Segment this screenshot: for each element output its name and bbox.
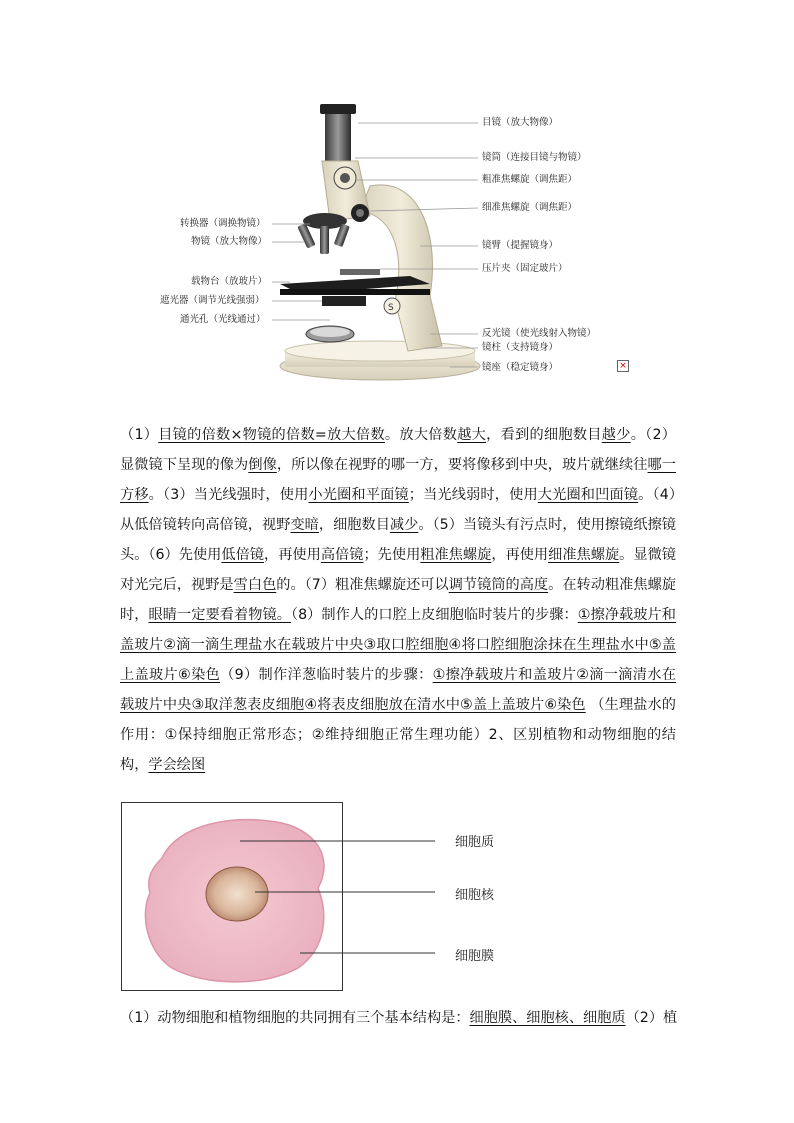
label-cell-membrane: 细胞膜 (455, 949, 495, 964)
label-eyepiece: 目镜（放大物像） (482, 117, 559, 128)
notes-paragraph: （1）目镜的倍数×物镜的倍数=放大倍数。放大倍数越大，看到的细胞数目越少。（2）显微镜下呈现的像为倒像，所以像在视野的哪一方，要将像移到中央，玻片就继续往哪一方移。（3）当光线强时，使用小光圈和平面镜；当光线弱时，使用大光圈和凹面镜。（4）从低倍镜转向高倍镜，视野变暗，细胞数目减少。（5）当镜头有污点时，使用擦镜纸擦镜头。（6）先使用低倍镜，再使用高倍镜；先使用粗准焦螺旋，再使用细准焦螺旋。显微镜对光完后，视野是雪白色的。（7）粗准焦螺旋还可以调节镜筒的高度。在转动粗准焦螺旋时，眼睛一定要看着物镜。（8）制作人的口腔上皮细胞临时装片的步骤：①擦净载玻片和盖玻片②滴一滴生理盐水在载玻片中央③取口腔细胞④将口腔细胞涂抹在生理盐水中⑤盖上盖玻片⑥染色（9）制作洋葱临时装片的步骤：①擦净载玻片和盖玻片②滴一滴清水在载玻片中央③取洋葱表皮细胞④将表皮细胞放在清水中⑤盖上盖玻片⑥染色 （生理盐水的作用：①保持细胞正常形态；②维持细胞正常生理功能）2、区别植物和动物细胞的结构，学会绘图 (120, 427, 676, 773)
label-mirror: 反光镜（使光线射入物镜） (482, 328, 597, 339)
label-objective: 物镜（放大物像） (191, 236, 268, 247)
label-cytoplasm: 细胞质 (455, 835, 495, 850)
label-tube: 镜筒（连接目镜与物镜） (482, 152, 587, 163)
label-coarse-focus: 粗准焦螺旋（调焦距） (482, 174, 578, 185)
label-diaphragm: 遮光器（调节光线强弱） (160, 295, 265, 306)
notes-paragraph-2: （1）动物细胞和植物细胞的共同拥有三个基本结构是：细胞膜、细胞核、细胞质（2）植 (120, 1010, 678, 1026)
svg-text:S: S (388, 303, 394, 313)
label-aperture: 通光孔（光线通过） (180, 314, 266, 325)
label-arm: 镜臂（提握镜身） (482, 240, 559, 251)
broken-image-icon: × (617, 360, 629, 372)
cell-leader-lines (230, 830, 460, 970)
label-base: 镜座（稳定镜身） (482, 362, 559, 373)
label-nucleus: 细胞核 (455, 888, 495, 903)
label-stage: 载物台（放玻片） (191, 276, 268, 287)
label-nosepiece: 转换器（调换物镜） (180, 218, 266, 229)
label-fine-focus: 细准焦螺旋（调焦距） (482, 202, 578, 213)
label-stage-clip: 压片夹（固定玻片） (482, 263, 568, 274)
label-pillar: 镜柱（支持镜身） (482, 342, 559, 353)
